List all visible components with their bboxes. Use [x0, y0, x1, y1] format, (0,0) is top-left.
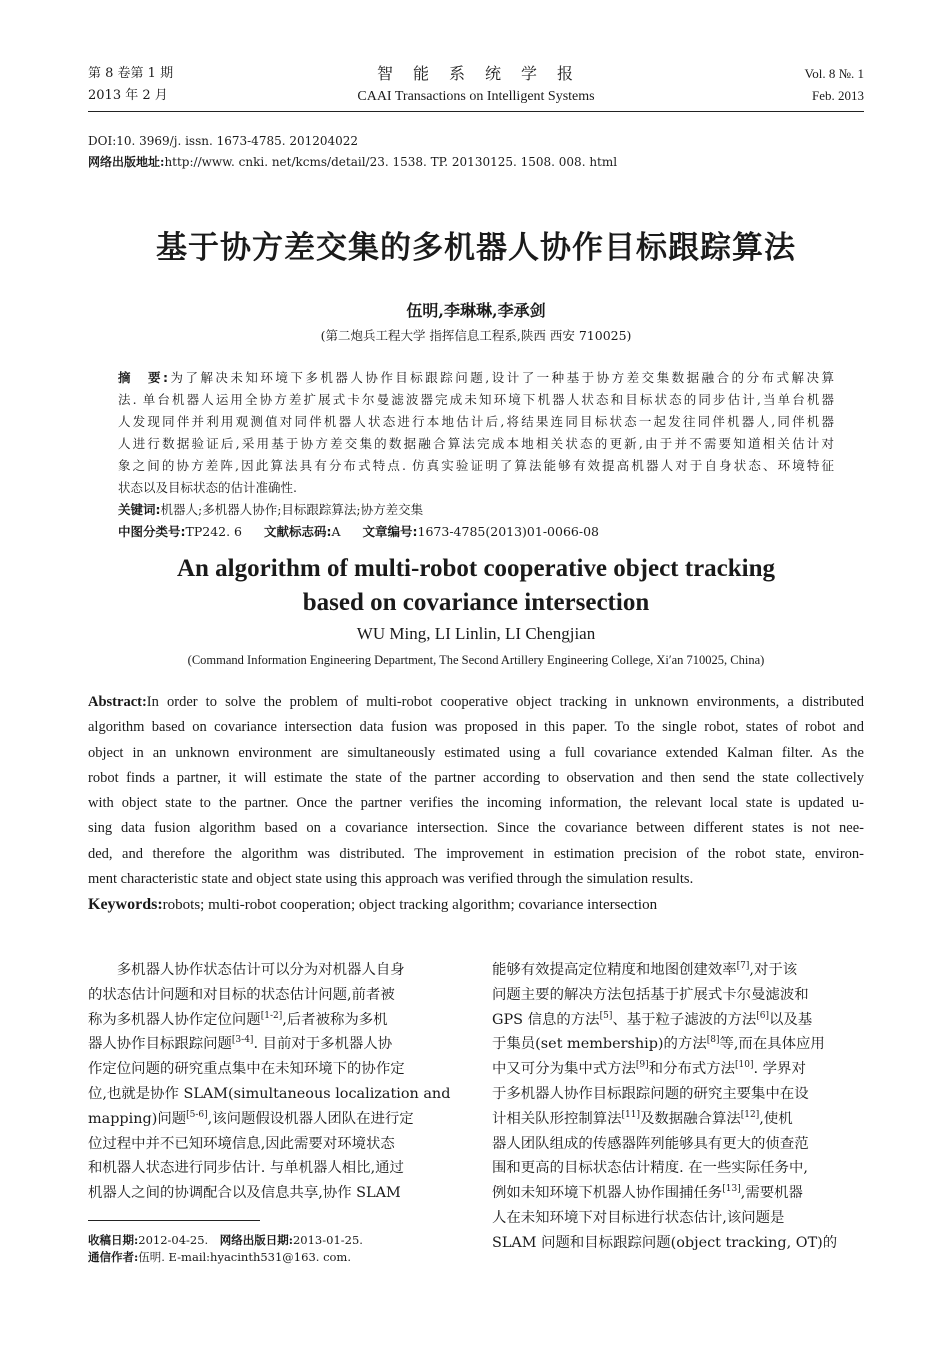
citation-ref[interactable]: [6]	[756, 1010, 769, 1021]
authors-cn: 伍明,李琳琳,李承剑	[406, 301, 546, 320]
body-line: 计相关队形控制算法[11]及数据融合算法[12],使机	[492, 1109, 793, 1127]
citation-ref[interactable]: [9]	[635, 1060, 649, 1071]
header-month-year: Feb. 2013	[812, 88, 864, 103]
header-rule	[88, 111, 864, 112]
header-journal-en: CAAI Transactions on Intelligent Systems	[357, 89, 595, 104]
clc-number: TP242. 6	[185, 524, 243, 539]
body-line: 机器人之间的协调配合以及信息共享,协作 SLAM	[88, 1185, 401, 1202]
online-address-url[interactable]: http://www. cnki. net/kcms/detail/23. 1538. TP. 20130125. 1508. 008. html	[164, 155, 618, 169]
body-line: 问题主要的解决方法包括基于扩展式卡尔曼滤波和	[492, 986, 809, 1003]
abstract-en-line-8: ment characteristic state and object state using this approach was verified through the simulation results.	[88, 871, 694, 888]
page-title-en-line-2: based on covariance intersection	[302, 589, 650, 616]
abstract-cn-line-6: 状态以及目标状态的估计准确性.	[118, 480, 297, 495]
corresponding-author: 伍明. E-mail:hyacinth531@163. com.	[138, 1250, 351, 1264]
affiliation-en: (Command Information Engineering Department, The Second Artillery Engineering College, Xi′an 710025, China)	[187, 653, 765, 667]
citation-ref[interactable]: [11]	[621, 1109, 641, 1120]
abstract-cn-line-1: 摘 要:为了解决未知环境下多机器人协作目标跟踪问题,设计了一种基于协方差交集数据融合的分布式解决算	[118, 370, 834, 385]
online-address	[88, 153, 617, 172]
body-right-column	[492, 958, 864, 1256]
body-line: 位,也就是协作 SLAM(simultaneous localization and	[88, 1085, 451, 1102]
abstract-cn-label: 摘 要:	[118, 370, 168, 385]
body-line: SLAM 问题和目标跟踪问题(object tracking, OT)的	[492, 1234, 838, 1251]
body-line: 作定位问题的研究重点集中在未知环境下的协作定	[88, 1061, 405, 1078]
abstract-en-line-3: object in an unknown environment are simultaneously estimated using a full covariance extended Kalman filter. As the	[88, 744, 864, 761]
header-volume: 第 8 卷第 1 期	[88, 66, 174, 81]
classification: 中图分类号:TP242. 6 文献标志码:A 文章编号:1673-4785(2013)01-0066-08	[118, 524, 599, 539]
body-line: 器人团队组成的传感器阵列能够具有更大的侦查范	[492, 1135, 809, 1152]
abstract-en-line-2: algorithm based on covariance intersection data fusion was proposed in this paper. To the single robot, states of robot and	[88, 719, 864, 736]
citation-ref[interactable]: [5]	[599, 1010, 613, 1021]
abstract-en	[88, 690, 864, 919]
abstract-cn-line-3: 人发现同伴并利用观测值对同伴机器人状态进行本地估计后,将结果连同目标状态一起发往同伴机器人,同伴机器	[118, 414, 834, 429]
body-line: 能够有效提高定位精度和地图创建效率[7],对于该	[492, 961, 798, 978]
citation-ref[interactable]: [13]	[722, 1184, 741, 1195]
keywords-en-label: Keywords:	[88, 896, 163, 914]
body-line: 称为多机器人协作定位问题[1-2],后者被称为多机	[88, 1010, 388, 1028]
abstract-en-line-1: Abstract:In order to solve the problem of multi-robot cooperative object tracking in unknown environments, a distributed	[88, 694, 864, 710]
citation-ref[interactable]: [12]	[740, 1109, 760, 1120]
abstract-en-line-7: ded, and therefore the algorithm was distributed. The improvement in estimation precision of the robot state, environ-	[88, 845, 864, 862]
abstract-cn-line-2: 法. 单台机器人运用全协方差扩展式卡尔曼滤波器完成未知环境下机器人状态和目标状态的同步估计,当单台机器	[118, 392, 834, 407]
body-line: 多机器人协作状态估计可以分为对机器人自身	[116, 962, 405, 978]
body-left-column	[88, 958, 458, 1206]
footnote-rule	[88, 1220, 260, 1221]
doi: DOI:10. 3969/j. issn. 1673-4785. 201204022	[88, 134, 359, 148]
citation-ref[interactable]: [5-6]	[186, 1109, 208, 1120]
body-line: 的状态估计问题和对目标的状态估计问题,前者被	[88, 986, 395, 1003]
footnote-author: 通信作者:伍明. E-mail:hyacinth531@163. com.	[88, 1250, 351, 1264]
page-title-en-line-1: An algorithm of multi-robot cooperative object tracking	[176, 555, 776, 582]
body-line: 器人协作目标跟踪问题[3-4]. 目前对于多机器人协	[88, 1035, 393, 1053]
received-date: 2012-04-25.	[138, 1233, 209, 1247]
abstract-en-line-4: robot finds a partner, it will estimate the state of the partner according to observation and then send the state collectively	[88, 769, 864, 786]
body-line: 围和更高的目标状态估计精度. 在一些实际任务中,	[492, 1160, 808, 1177]
citation-ref[interactable]: [1-2]	[260, 1010, 283, 1021]
citation-ref[interactable]: [8]	[706, 1035, 720, 1046]
online-address-label: 网络出版地址:	[88, 155, 165, 169]
page-title-cn: 基于协方差交集的多机器人协作目标跟踪算法	[156, 230, 796, 266]
footnote-dates: 收稿日期:2012-04-25. 网络出版日期:2013-01-25.	[88, 1233, 363, 1247]
abstract-en-line-6: sing data fusion algorithm based on a covariance intersection. Since the covariance between different states is not nee-	[88, 820, 864, 837]
abstract-en-label: Abstract:	[88, 694, 147, 710]
authors-en: WU Ming, LI Linlin, LI Chengjian	[356, 624, 596, 643]
abstract-cn-line-5: 象之间的协方差阵,因此算法具有分布式特点. 仿真实验证明了算法能够有效提高机器人对于自身状态、环境特征	[118, 458, 834, 473]
body-line: mapping)问题[5-6],该问题假设机器人团队在进行定	[88, 1109, 414, 1127]
header-journal-cn: 智 能 系 统 学 报	[376, 64, 575, 83]
keywords-cn: 关键词:机器人;多机器人协作;目标跟踪算法;协方差交集	[118, 502, 424, 517]
abstract-cn-line-4: 人进行数据验证后,采用基于协方差交集的数据融合算法完成本地相关状态的更新,由于并不需要知道相关估计对	[118, 436, 834, 451]
body-line: 于多机器人协作目标跟踪问题的研究主要集中在设	[492, 1085, 809, 1102]
footnote	[88, 1232, 468, 1266]
body-line: 人在未知环境下对目标进行状态估计,该问题是	[492, 1209, 785, 1226]
document-code: A	[331, 524, 341, 539]
body-line: 和机器人状态进行同步估计. 与单机器人相比,通过	[88, 1160, 404, 1177]
abstract-cn	[118, 367, 834, 543]
citation-ref[interactable]: [7]	[736, 961, 750, 972]
body-line: GPS 信息的方法[5]、基于粒子滤波的方法[6]以及基	[492, 1010, 813, 1028]
body-line: 于集员(set membership)的方法[8]等,而在具体应用	[492, 1035, 825, 1053]
body-line: 例如未知环境下机器人协作围捕任务[13],需要机器	[492, 1184, 803, 1202]
citation-ref[interactable]: [3-4]	[231, 1035, 254, 1046]
body-line: 位过程中并不已知环境信息,因此需要对环境状态	[88, 1135, 395, 1152]
header-date: 2013 年 2 月	[88, 88, 168, 103]
citation-ref[interactable]: [10]	[735, 1060, 754, 1071]
affiliation-cn: (第二炮兵工程大学 指挥信息工程系,陕西 西安 710025)	[320, 328, 632, 343]
keywords-cn-label: 关键词:	[118, 502, 161, 517]
body-line: 中又可分为集中式方法[9]和分布式方法[10]. 学界对	[492, 1060, 806, 1078]
abstract-en-line-5: with object state to the partner. Once the partner verifies the incoming information, the relevant local state is updated u-	[88, 795, 864, 812]
article-number: 1673-4785(2013)01-0066-08	[417, 524, 599, 539]
published-date: 2013-01-25.	[292, 1233, 363, 1247]
header-vol-issue: Vol. 8 №. 1	[804, 66, 864, 81]
keywords-en: Keywords:robots; multi-robot cooperation; object tracking algorithm; covariance intersection	[88, 896, 658, 914]
